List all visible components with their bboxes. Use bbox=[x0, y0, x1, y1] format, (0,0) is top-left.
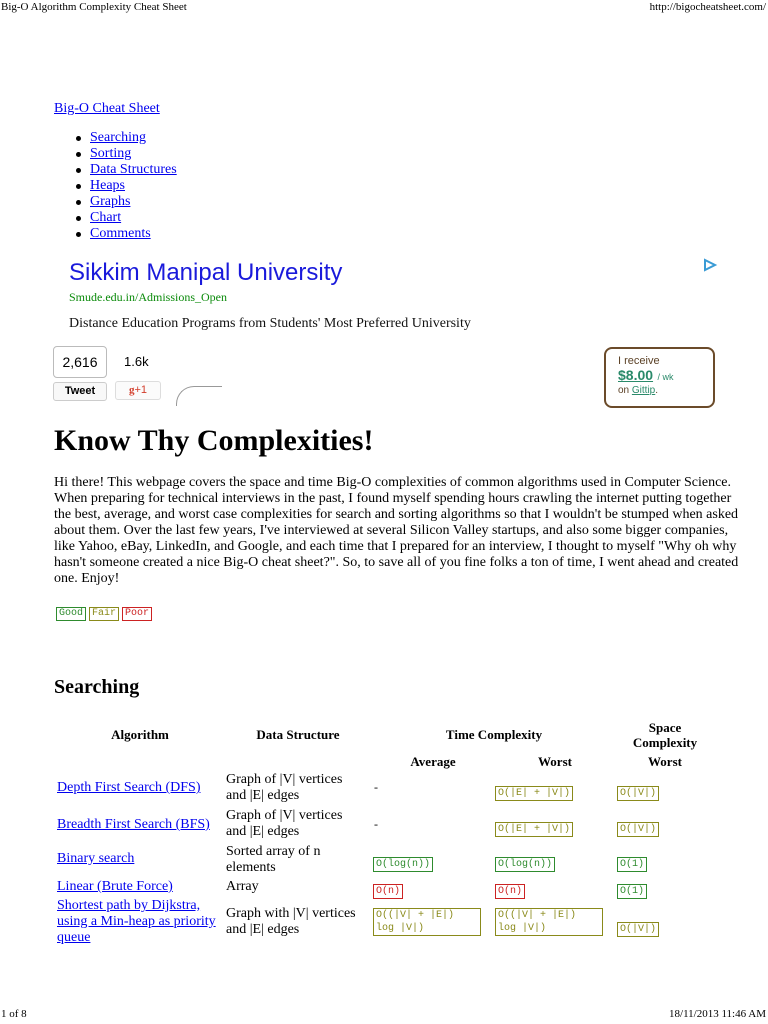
complexity-badge: O(|V|) bbox=[617, 822, 659, 837]
col-header-average: Average bbox=[410, 754, 456, 769]
toc-item bbox=[74, 226, 177, 242]
table-cell-average bbox=[373, 908, 481, 936]
table-cell-space bbox=[617, 853, 647, 872]
complexity-badge: O((|V| + |E|) log |V|) bbox=[373, 908, 481, 936]
complexity-badge: O(|E| + |V|) bbox=[495, 822, 573, 837]
print-header-url: http://bigocheatsheet.com/ bbox=[649, 1, 766, 13]
table-row bbox=[57, 817, 210, 833]
table-cell-structure: Graph of |V| vertices and |E| edges bbox=[226, 772, 343, 803]
share-count-box: 2,616 bbox=[53, 346, 107, 378]
table-row bbox=[57, 879, 173, 895]
algorithm-link-binary-search[interactable]: Binary search bbox=[57, 851, 135, 866]
gittip-period-dot: . bbox=[655, 385, 659, 396]
print-header-title: Big-O Algorithm Complexity Cheat Sheet bbox=[1, 1, 187, 13]
complexity-badge: O(n) bbox=[373, 884, 403, 899]
print-footer-datetime: 18/11/2013 11:46 AM bbox=[669, 1008, 766, 1020]
table-cell-worst bbox=[495, 818, 573, 837]
table-cell-space bbox=[617, 918, 659, 937]
algorithm-link-dijkstra[interactable]: Shortest path by Dijkstra, using a Min-heap as priority queue bbox=[57, 898, 216, 945]
table-cell-worst bbox=[495, 880, 525, 899]
toc-item bbox=[74, 130, 177, 146]
col-header-space-worst: Worst bbox=[648, 754, 682, 769]
complexity-badge: O(|V|) bbox=[617, 922, 659, 937]
tweet-button[interactable]: Tweet bbox=[53, 382, 107, 401]
toc-link-chart[interactable]: Chart bbox=[90, 210, 122, 225]
table-cell-worst bbox=[495, 853, 555, 872]
gittip-receive-label: I receive bbox=[618, 355, 660, 367]
toc-link-sorting[interactable]: Sorting bbox=[90, 146, 132, 161]
table-cell-average bbox=[373, 880, 403, 899]
table-cell-space bbox=[617, 880, 647, 899]
complexity-badge: O(n) bbox=[495, 884, 525, 899]
toc-link-heaps[interactable]: Heaps bbox=[90, 178, 125, 193]
share-count-secondary: 1.6k bbox=[124, 354, 149, 369]
table-cell-average: - bbox=[374, 780, 378, 794]
legend-fair: Fair bbox=[89, 607, 119, 621]
complexity-badge: O(|E| + |V|) bbox=[495, 786, 573, 801]
complexity-badge: O(|V|) bbox=[617, 786, 659, 801]
table-cell-average bbox=[373, 853, 433, 872]
toc-item bbox=[74, 178, 177, 194]
col-header-data-structure: Data Structure bbox=[256, 727, 340, 742]
toc-link-searching[interactable]: Searching bbox=[90, 130, 146, 145]
table-cell-structure: Graph with |V| vertices and |E| edges bbox=[226, 906, 356, 937]
gittip-on-label: on bbox=[618, 385, 630, 396]
legend-poor: Poor bbox=[122, 607, 152, 621]
table-cell-worst bbox=[495, 908, 603, 936]
legend-good: Good bbox=[56, 607, 86, 621]
table-cell-space bbox=[617, 818, 659, 837]
complexity-badge: O(log(n)) bbox=[373, 857, 433, 872]
print-footer-page: 1 of 8 bbox=[1, 1008, 27, 1020]
col-header-space-complexity: Space Complexity bbox=[632, 720, 698, 750]
complexity-legend bbox=[56, 607, 152, 621]
gittip-amount[interactable]: $8.00 bbox=[618, 367, 654, 383]
gittip-period: / wk bbox=[657, 372, 674, 382]
ad-title-link[interactable]: Sikkim Manipal University bbox=[69, 259, 343, 286]
ad-url-link[interactable]: Smude.edu.in/Admissions_Open bbox=[69, 290, 227, 304]
toc-item bbox=[74, 210, 177, 226]
complexity-badge: O(1) bbox=[617, 884, 647, 899]
table-cell-structure: Array bbox=[226, 879, 259, 894]
table-cell-structure: Graph of |V| vertices and |E| edges bbox=[226, 808, 343, 839]
algorithm-link-bfs[interactable]: Breadth First Search (BFS) bbox=[57, 817, 210, 832]
table-cell-space bbox=[617, 782, 659, 801]
col-header-worst: Worst bbox=[538, 754, 572, 769]
google-plus-button[interactable]: g+1 bbox=[115, 381, 161, 400]
algorithm-link-linear[interactable]: Linear (Brute Force) bbox=[57, 879, 173, 894]
ad-description: Distance Education Programs from Students' Most Preferred University bbox=[69, 316, 471, 331]
table-row bbox=[57, 898, 227, 946]
page-title: Know Thy Complexities! bbox=[54, 424, 374, 457]
gittip-link[interactable]: Gittip bbox=[631, 385, 656, 396]
toc-item bbox=[74, 162, 177, 178]
col-header-time-complexity: Time Complexity bbox=[445, 727, 543, 742]
intro-paragraph: Hi there! This webpage covers the space and time Big-O complexities of common algorithms used in Computer Science. When preparing for technical interviews in the past, I found myself spending hours crawling the internet putting together the best, average, and worst case complexities for search and sorting algorithms so that I wouldn't be stumped when asked about them. Over the last few years, I've interviewed at several Silicon Valley startups, and also some bigger companies, like Yahoo, eBay, LinkedIn, and Google, and each time that I prepared for an interview, I thought to myself "Why oh why hasn't someone created a nice Big-O cheat sheet?". So, to save all of you fine folks a ton of time, I went ahead and created one. Enjoy! bbox=[54, 475, 739, 586]
ad-choices-icon[interactable] bbox=[702, 258, 718, 272]
complexity-badge: O((|V| + |E|) log |V|) bbox=[495, 908, 603, 936]
table-row bbox=[57, 851, 134, 867]
table-row bbox=[57, 780, 201, 796]
complexity-badge: O(1) bbox=[617, 857, 647, 872]
section-heading-searching: Searching bbox=[54, 676, 140, 698]
algorithm-link-dfs[interactable]: Depth First Search (DFS) bbox=[57, 780, 201, 795]
google-plus-label: +1 bbox=[134, 384, 148, 396]
toc-item bbox=[74, 146, 177, 162]
table-cell-structure: Sorted array of n elements bbox=[226, 844, 321, 875]
decorative-curve bbox=[176, 386, 222, 406]
toc-list bbox=[74, 130, 177, 242]
table-cell-worst bbox=[495, 782, 573, 801]
gittip-widget[interactable] bbox=[604, 347, 715, 408]
toc-link-graphs[interactable]: Graphs bbox=[90, 194, 131, 209]
toc-item bbox=[74, 194, 177, 210]
complexity-badge: O(log(n)) bbox=[495, 857, 555, 872]
table-cell-average: - bbox=[374, 817, 378, 831]
toc-title-link[interactable]: Big-O Cheat Sheet bbox=[54, 101, 160, 116]
toc-link-data-structures[interactable]: Data Structures bbox=[90, 162, 177, 177]
toc-link-comments[interactable]: Comments bbox=[90, 226, 151, 241]
col-header-algorithm: Algorithm bbox=[111, 727, 169, 742]
